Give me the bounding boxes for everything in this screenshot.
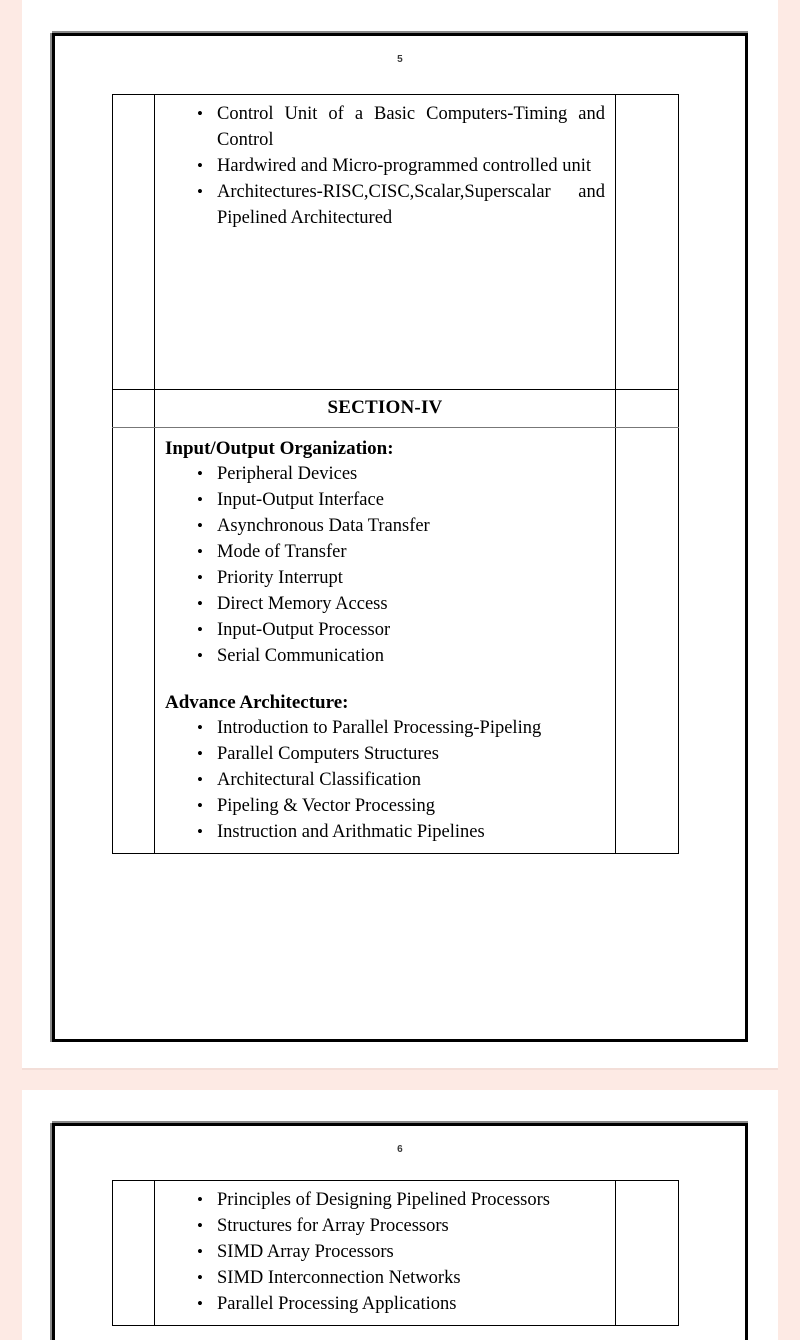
list-item-text: Parallel Computers Structures	[217, 744, 439, 764]
cell-filler	[163, 231, 607, 381]
list-item-text: Input-Output Processor	[217, 620, 391, 640]
list-item-text: Priority Interrupt	[217, 568, 343, 588]
hours-cell	[616, 95, 679, 390]
topic-group-heading: Advance Architecture:	[165, 692, 349, 713]
list-item-text: SIMD Array Processors	[217, 1242, 394, 1262]
list-item-text: Mode of Transfer	[217, 542, 347, 562]
topics-cell	[155, 428, 616, 854]
list-item-text: Principles of Designing Pipelined Processors	[217, 1190, 550, 1210]
bullet-list	[163, 715, 607, 845]
list-item	[163, 767, 607, 793]
list-item-text: Pipeling & Vector Processing	[217, 796, 436, 816]
list-item	[163, 715, 607, 741]
document-page-5	[52, 33, 748, 1042]
list-item-text: Structures for Array Processors	[217, 1216, 449, 1236]
bullet-list	[163, 101, 607, 231]
list-item	[163, 1291, 607, 1317]
topics-cell	[155, 95, 616, 390]
document-page-6	[52, 1123, 748, 1340]
list-item-text: SIMD Interconnection Networks	[217, 1268, 461, 1288]
section-label: SECTION-IV	[327, 397, 443, 418]
list-item-text: Serial Communication	[217, 646, 384, 666]
list-item	[163, 617, 607, 643]
unit-number-cell	[113, 1181, 155, 1326]
table-row	[113, 95, 679, 390]
list-item-text: Architectural Classification	[217, 770, 421, 790]
list-item	[163, 1239, 607, 1265]
syllabus-table-page-6	[112, 1180, 679, 1326]
list-item	[163, 819, 607, 845]
group-spacer	[163, 669, 607, 688]
unit-number-cell	[113, 428, 155, 854]
topic-group-heading: Input/Output Organization:	[165, 438, 394, 459]
list-item	[163, 101, 607, 153]
list-item-text: Hardwired and Micro-programmed controlled unit	[217, 156, 591, 176]
list-item-text: Control Unit of a Basic Computers-Timing and Control	[217, 104, 605, 150]
list-item	[163, 513, 607, 539]
list-item	[163, 1187, 607, 1213]
list-item-text: Input-Output Interface	[217, 490, 384, 510]
list-item	[163, 153, 607, 179]
bullet-list	[163, 1187, 607, 1317]
list-item	[163, 1213, 607, 1239]
topics-cell	[155, 1181, 616, 1326]
list-item-text: Architectures-RISC,CISC,Scalar,Superscalar and Pipelined Architectured	[217, 182, 605, 228]
section-heading-cell	[155, 390, 616, 428]
bullet-list	[163, 461, 607, 669]
unit-number-cell	[113, 95, 155, 390]
list-item-text: Introduction to Parallel Processing-Pipeling	[217, 718, 542, 738]
list-item	[163, 461, 607, 487]
table-row	[113, 428, 679, 854]
hours-cell	[616, 390, 679, 428]
list-item-text: Asynchronous Data Transfer	[217, 516, 430, 536]
page-number-5: 5	[397, 54, 403, 65]
list-item-text: Parallel Processing Applications	[217, 1294, 457, 1314]
page-number-6: 6	[397, 1144, 403, 1155]
list-item	[163, 591, 607, 617]
page-gap-separator	[0, 1068, 800, 1090]
list-item-text: Instruction and Arithmatic Pipelines	[217, 822, 485, 842]
list-item	[163, 487, 607, 513]
list-item-text: Peripheral Devices	[217, 464, 358, 484]
list-item	[163, 741, 607, 767]
list-item	[163, 1265, 607, 1291]
list-item	[163, 565, 607, 591]
list-item	[163, 539, 607, 565]
list-item	[163, 179, 607, 231]
syllabus-table-page-5	[112, 94, 679, 854]
table-row-section-heading	[113, 390, 679, 428]
hours-cell	[616, 428, 679, 854]
table-row	[113, 1181, 679, 1326]
hours-cell	[616, 1181, 679, 1326]
list-item	[163, 643, 607, 669]
list-item	[163, 793, 607, 819]
unit-number-cell	[113, 390, 155, 428]
list-item-text: Direct Memory Access	[217, 594, 388, 614]
